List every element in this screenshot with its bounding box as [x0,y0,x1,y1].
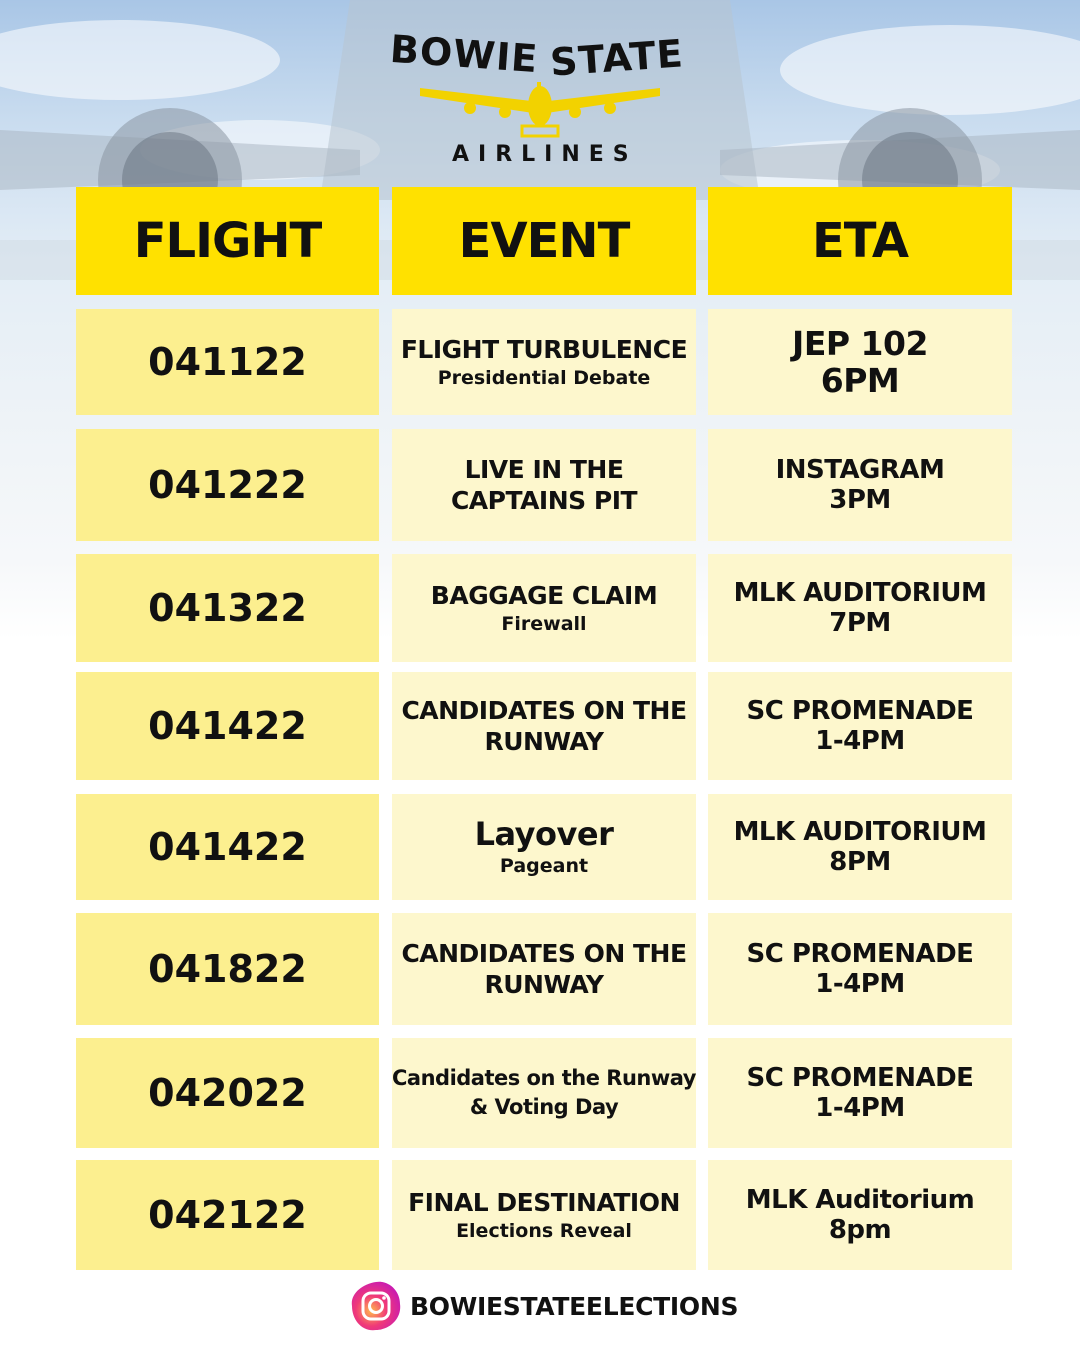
flight-number: 041422 [148,704,307,748]
eta-location: SC PROMENADE [746,939,974,969]
flight-number: 041222 [148,463,307,507]
eta-cell [708,1038,1012,1148]
header-eta: ETA [708,187,1012,295]
event-title: CANDIDATES ON THE [401,939,687,968]
flight-number: 041322 [148,586,307,630]
eta-location: MLK Auditorium [745,1185,975,1215]
instagram-icon [348,1278,404,1334]
instagram-handle-footer[interactable] [348,1278,738,1334]
flight-cell [76,1038,379,1148]
table-row [76,1038,1012,1148]
eta-time: 6PM [820,361,900,400]
table-row [76,429,1012,541]
eta-time: 7PM [829,608,891,638]
bowie-state-airlines-logo [380,22,700,172]
flight-cell [76,1160,379,1270]
airplane-logo-icon [410,82,670,142]
event-title-line2: CAPTAINS PIT [450,486,638,515]
flight-cell [76,913,379,1025]
event-cell [392,1038,696,1148]
flight-cell [76,672,379,780]
event-cell [392,309,696,415]
eta-cell [708,1160,1012,1270]
eta-location: INSTAGRAM [775,455,945,485]
table-row [76,913,1012,1025]
eta-location: SC PROMENADE [746,696,974,726]
table-row [76,794,1012,900]
event-title-line2: RUNWAY [484,727,604,756]
eta-cell [708,672,1012,780]
eta-cell [708,913,1012,1025]
eta-time: 1-4PM [815,726,905,756]
eta-time: 1-4PM [815,1093,905,1123]
flight-number: 041122 [148,340,307,384]
event-title: FINAL DESTINATION [408,1187,680,1217]
event-title: LIVE IN THE [464,455,624,484]
flight-cell [76,554,379,662]
event-cell [392,554,696,662]
eta-time: 3PM [829,485,891,515]
event-cell [392,429,696,541]
event-subtitle: Presidential Debate [437,366,651,389]
event-title-line2: & Voting Day [469,1095,619,1119]
flight-cell [76,794,379,900]
event-cell [392,794,696,900]
eta-time: 1-4PM [815,969,905,999]
eta-cell [708,309,1012,415]
eta-location: SC PROMENADE [746,1063,974,1093]
eta-location: JEP 102 [792,324,928,363]
event-cell [392,672,696,780]
table-row [76,672,1012,780]
eta-time: 8pm [828,1215,892,1245]
event-title: Candidates on the Runway [392,1066,696,1090]
event-cell [392,1160,696,1270]
flight-number: 041822 [148,947,307,991]
table-row [76,554,1012,662]
event-title-line2: RUNWAY [484,970,604,999]
event-subtitle: Firewall [501,612,587,635]
logo-airlines-text: AIRLINES [452,142,638,167]
event-title: CANDIDATES ON THE [401,696,687,725]
table-row [76,1160,1012,1270]
flight-number: 042022 [148,1071,307,1115]
eta-cell [708,429,1012,541]
eta-location: MLK AUDITORIUM [733,817,987,847]
eta-cell [708,554,1012,662]
flight-number: 042122 [148,1193,307,1237]
header-event: EVENT [392,187,696,295]
flight-cell [76,309,379,415]
eta-location: MLK AUDITORIUM [733,578,987,608]
header-flight: FLIGHT [76,187,379,295]
event-title: Layover [474,815,614,853]
flight-number: 041422 [148,825,307,869]
instagram-handle-text: BOWIESTATEELECTIONS [410,1291,739,1321]
table-row [76,309,1012,415]
logo-word-state: STATE [548,31,686,85]
logo-word-bowie: BOWIE [388,26,540,82]
event-subtitle: Elections Reveal [456,1219,632,1242]
flight-cell [76,429,379,541]
event-subtitle: Pageant [499,855,589,877]
event-title: BAGGAGE CLAIM [430,580,658,610]
eta-time: 8PM [829,847,891,877]
event-title: FLIGHT TURBULENCE [400,334,688,364]
event-cell [392,913,696,1025]
eta-cell [708,794,1012,900]
